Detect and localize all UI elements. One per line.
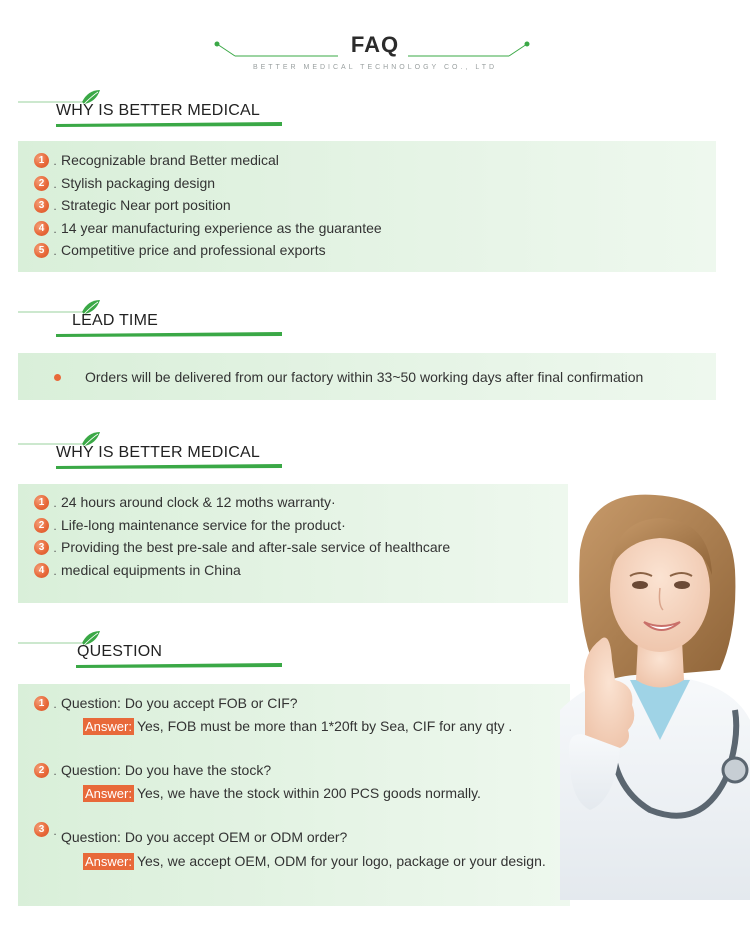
section-heading-why2 bbox=[0, 430, 300, 470]
number-badge: 2 bbox=[34, 518, 49, 533]
answer-text: Yes, we have the stock within 200 PCS goods normally. bbox=[136, 785, 481, 801]
list-item-text: Strategic Near port position bbox=[61, 197, 231, 213]
list-item: 1 . Recognizable brand Better medical bbox=[34, 150, 279, 170]
section-heading-why1 bbox=[0, 88, 300, 128]
list-item-text: 24 hours around clock & 12 moths warranty· bbox=[61, 494, 336, 510]
number-badge: 4 bbox=[34, 563, 49, 578]
answer-label: Answer: bbox=[85, 785, 132, 801]
number-badge: 2 bbox=[34, 763, 49, 778]
bullet-dot bbox=[54, 374, 61, 381]
answer-text: Yes, we accept OEM, ODM for your logo, package or your design. bbox=[136, 853, 546, 869]
number-badge: 1 bbox=[34, 153, 49, 168]
number-badge: 3 bbox=[34, 540, 49, 555]
doctor-photo bbox=[560, 480, 750, 900]
question-text: Question: Do you accept FOB or CIF? bbox=[61, 695, 298, 711]
question-item: 2 . Question: Do you have the stock? bbox=[34, 760, 271, 780]
lead-time-text: Orders will be delivered from our factory within 33~50 working days after final confirmation bbox=[85, 369, 644, 385]
list-item: 4 . 14 year manufacturing experience as the guarantee bbox=[34, 218, 382, 238]
list-item-text: Recognizable brand Better medical bbox=[61, 152, 279, 168]
number-badge: 3 bbox=[34, 822, 49, 837]
list-item-text: Competitive price and professional exports bbox=[61, 242, 326, 258]
answer-text: Yes, FOB must be more than 1*20ft by Sea, CIF for any qty . bbox=[136, 718, 513, 734]
list-item: 2 . Life-long maintenance service for the product· bbox=[34, 515, 346, 535]
number-badge: 1 bbox=[34, 495, 49, 510]
answer-row bbox=[83, 783, 481, 803]
section-heading-question bbox=[0, 629, 300, 669]
answer-row bbox=[83, 851, 546, 871]
section-heading-lead-time bbox=[0, 298, 300, 338]
question-text: Question: Do you accept OEM or ODM order? bbox=[61, 829, 348, 845]
list-item-text: medical equipments in China bbox=[61, 562, 241, 578]
page-title: FAQ bbox=[350, 32, 400, 57]
number-badge: 4 bbox=[34, 221, 49, 236]
question-item: 1 . Question: Do you accept FOB or CIF? bbox=[34, 693, 298, 713]
faq-header bbox=[0, 28, 750, 78]
list-item-text: Providing the best pre-sale and after-sale service of healthcare bbox=[61, 539, 451, 555]
question-text: Question: Do you have the stock? bbox=[61, 762, 272, 778]
list-item: 5 . Competitive price and professional exports bbox=[34, 240, 326, 260]
section-title: LEAD TIME bbox=[72, 312, 158, 329]
list-item: 1 . 24 hours around clock & 12 moths warranty· bbox=[34, 492, 336, 512]
answer-row bbox=[83, 716, 512, 736]
section-title: QUESTION bbox=[77, 643, 163, 660]
number-badge: 3 bbox=[34, 198, 49, 213]
list-item: 4 . medical equipments in China bbox=[34, 560, 241, 580]
list-item: 3 . Strategic Near port position bbox=[34, 195, 231, 215]
list-item: 2 . Stylish packaging design bbox=[34, 173, 215, 193]
list-item bbox=[50, 367, 643, 387]
list-item-text: 14 year manufacturing experience as the guarantee bbox=[61, 220, 382, 236]
number-badge: 2 bbox=[34, 176, 49, 191]
company-subtitle: BETTER MEDICAL TECHNOLOGY CO., LTD bbox=[252, 64, 498, 71]
section-title: WHY IS BETTER MEDICAL bbox=[56, 102, 260, 119]
number-badge: 5 bbox=[34, 243, 49, 258]
question-item: 3 . Question: Do you accept OEM or ODM order? bbox=[34, 822, 347, 842]
list-item: 3 . Providing the best pre-sale and after-sale service of healthcare bbox=[34, 537, 450, 557]
answer-label: Answer: bbox=[85, 718, 132, 734]
list-item-text: Life-long maintenance service for the product· bbox=[61, 517, 346, 533]
answer-label: Answer: bbox=[85, 853, 132, 869]
section-title: WHY IS BETTER MEDICAL bbox=[56, 444, 260, 461]
number-badge: 1 bbox=[34, 696, 49, 711]
list-item-text: Stylish packaging design bbox=[61, 175, 216, 191]
